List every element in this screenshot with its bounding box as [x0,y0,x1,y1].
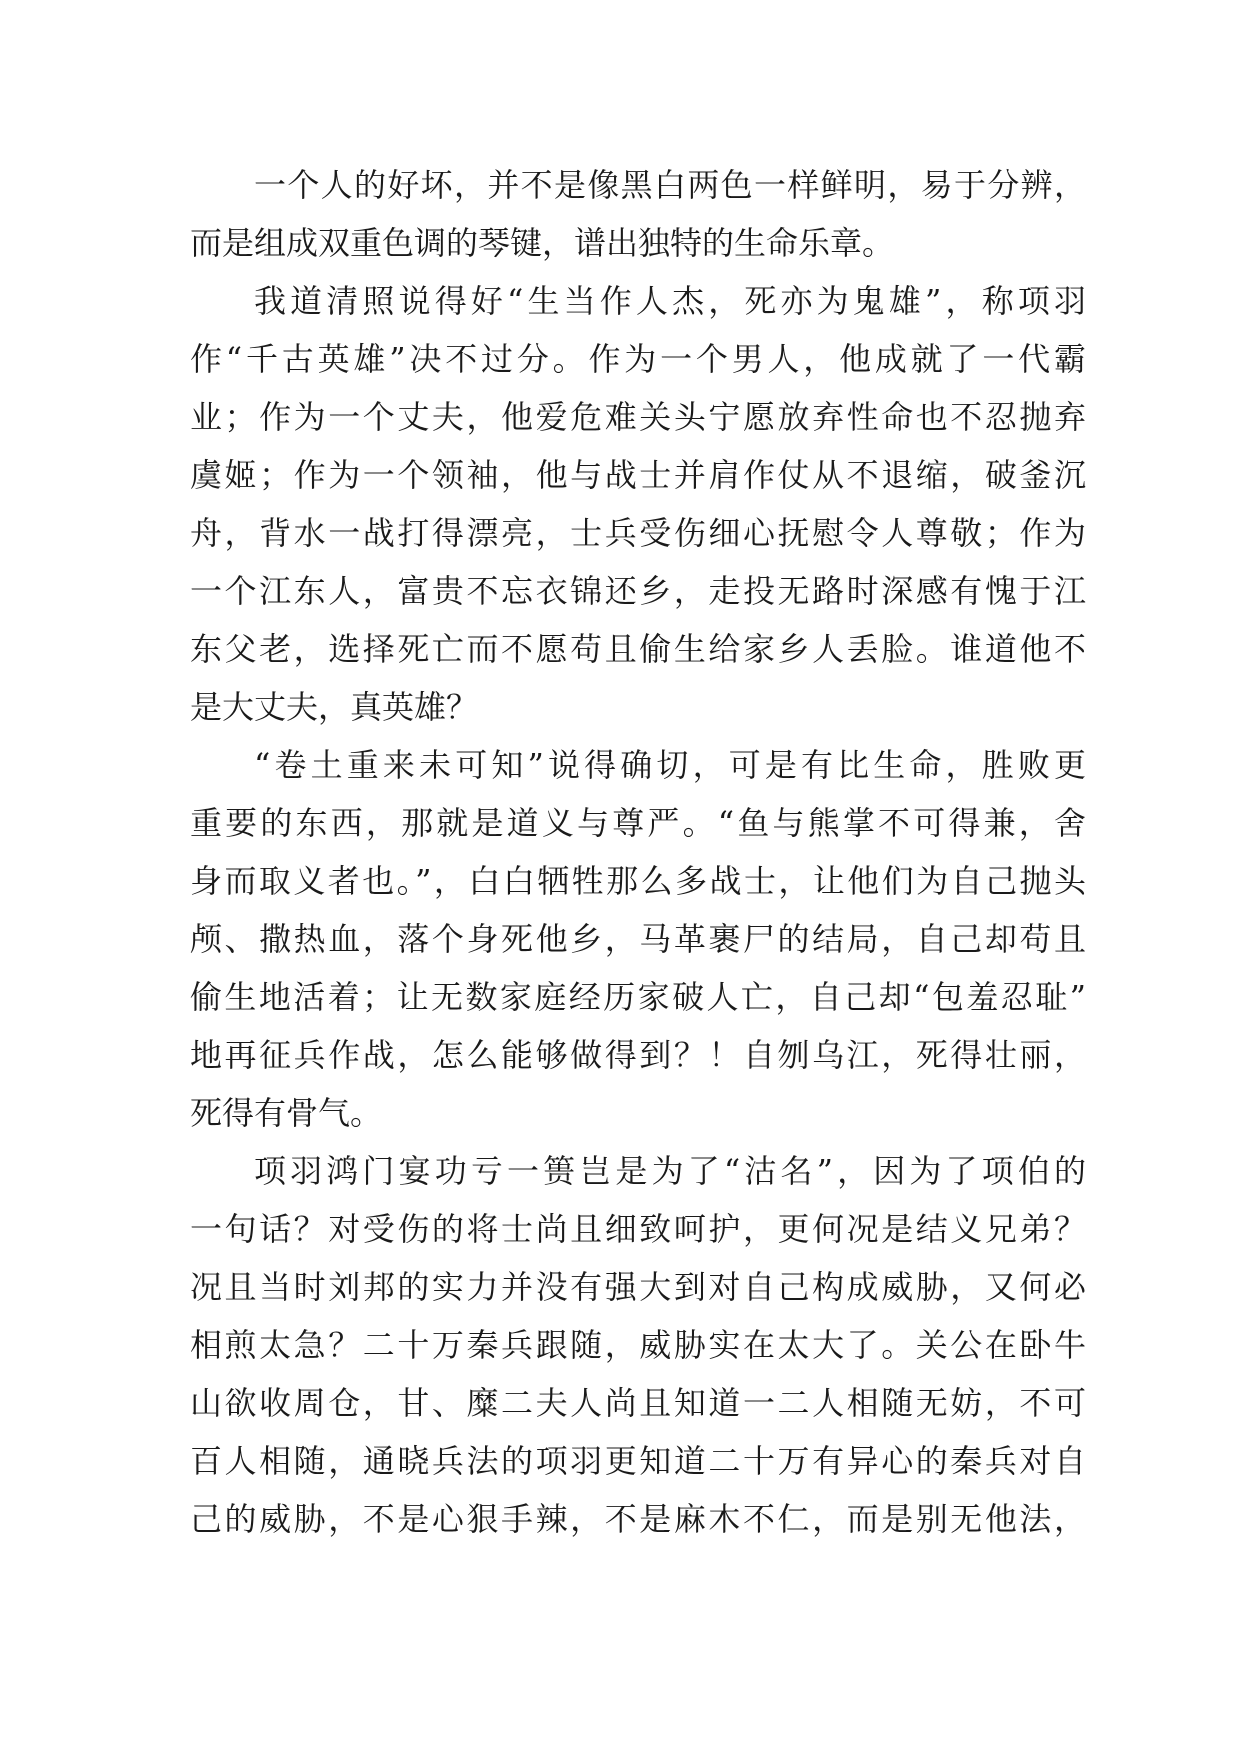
text-line: 作“千古英雄”决不过分。作为一个男人，他成就了一代霸 [190,340,1086,378]
text-line: 东父老，选择死亡而不愿苟且偷生给家乡人丢脸。谁道他不 [190,630,1086,668]
essay-body [190,156,1086,1548]
text-line: 一个人的好坏，并不是像黑白两色一样鲜明，易于分辨， [254,166,1086,204]
text-line: 死得有骨气。 [190,1094,383,1132]
text-line: 身而取义者也。”，白白牺牲那么多战士，让他们为自己抛头 [190,862,1086,900]
text-line: 一个江东人，富贵不忘衣锦还乡，走投无路时深感有愧于江 [190,572,1086,610]
text-line: 虞姬；作为一个领袖，他与战士并肩作仗从不退缩，破釜沉 [190,456,1086,494]
text-line: 百人相随，通晓兵法的项羽更知道二十万有异心的秦兵对自 [190,1442,1086,1480]
text-line: 一句话？对受伤的将士尚且细致呵护，更何况是结义兄弟？ [190,1210,1086,1248]
text-line: 是大丈夫，真英雄？ [190,688,479,726]
text-line: 颅、撒热血，落个身死他乡，马革裹尸的结局，自己却苟且 [190,920,1086,958]
text-line: 而是组成双重色调的琴键，谱出独特的生命乐章。 [190,224,895,262]
paragraph [190,272,1086,736]
text-line: 山欲收周仓，甘、糜二夫人尚且知道一二人相随无妨，不可 [190,1384,1086,1422]
text-line: 地再征兵作战，怎么能够做得到？！自刎乌江，死得壮丽， [190,1036,1086,1074]
text-line: 项羽鸿门宴功亏一篑岂是为了“沽名”，因为了项伯的 [254,1152,1086,1190]
text-line: 舟，背水一战打得漂亮，士兵受伤细心抚慰令人尊敬；作为 [190,514,1086,552]
text-line: 况且当时刘邦的实力并没有强大到对自己构成威胁，又何必 [190,1268,1086,1306]
text-line: 我道清照说得好“生当作人杰，死亦为鬼雄”，称项羽 [254,282,1086,320]
paragraph [190,156,1086,272]
text-line: “卷土重来未可知”说得确切，可是有比生命，胜败更 [254,746,1086,784]
paragraph [190,736,1086,1142]
text-line: 相煎太急？二十万秦兵跟随，威胁实在太大了。关公在卧牛 [190,1326,1086,1364]
paragraph [190,1142,1086,1548]
text-line: 业；作为一个丈夫，他爱危难关头宁愿放弃性命也不忍抛弃 [190,398,1086,436]
text-line: 己的威胁，不是心狠手辣，不是麻木不仁，而是别无他法， [190,1500,1086,1538]
text-line: 偷生地活着；让无数家庭经历家破人亡，自己却“包羞忍耻” [190,978,1086,1016]
text-line: 重要的东西，那就是道义与尊严。“鱼与熊掌不可得兼，舍 [190,804,1086,842]
